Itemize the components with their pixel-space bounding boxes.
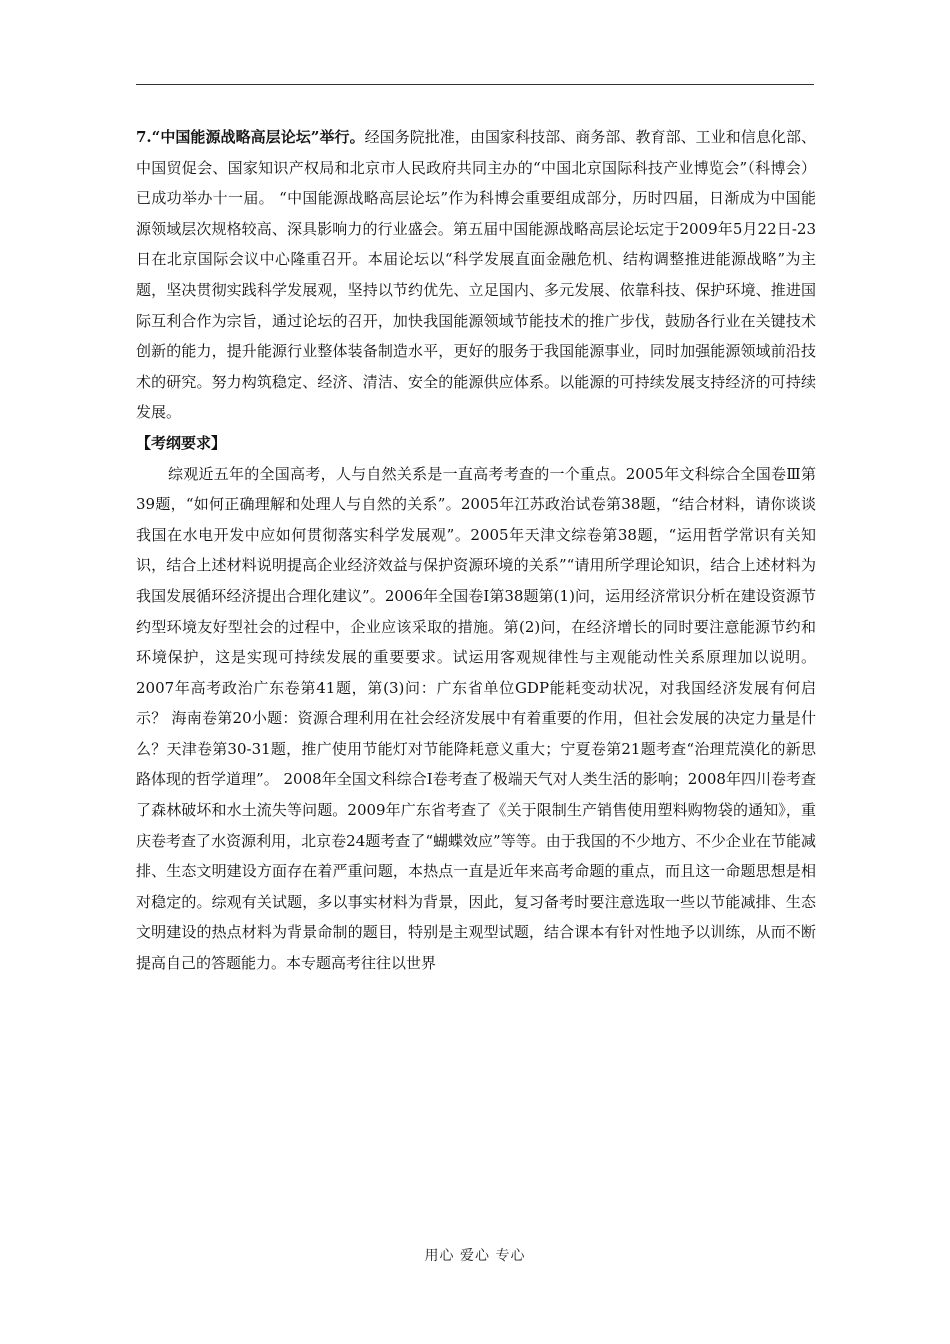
item-7-body: 经国务院批准，由国家科技部、商务部、教育部、工业和信息化部、中国贸促会、国家知识产权局和北京市人民政府共同主办的“中国北京国际科技产业博览会”（科博会）已成功举办十一届。 “中国能源战略高层论坛”作为科博会重要组成部分，历时四届，日渐成为中国能源领域层次规格较高、深具影响力的行业盛会。第五届中国能源战略高层论坛定于2009年5月22日-23日在北京国际会议中心隆重召开。本届论坛以“科学发展直面金融危机、结构调整推进能源战略”为主题，坚决贯彻实践科学发展观，坚持以节约优先、立足国内、多元发展、依靠科技、保护环境、推进国际互利合作为宗旨，通过论坛的召开，加快我国能源领域节能技术的推广步伐，鼓励各行业在关键技术创新的能力，提升能源行业整体装备制造水平，更好的服务于我国能源事业，同时加强能源领域前沿技术的研究。努力构筑稳定、经济、清洁、安全的能源供应体系。以能源的可持续发展支持经济的可持续发展。 bbox=[136, 128, 816, 422]
header-rule bbox=[136, 84, 814, 85]
item-7-paragraph bbox=[136, 122, 816, 428]
document-body bbox=[136, 122, 816, 979]
item-7-heading: 7.“中国能源战略高层论坛”举行。 bbox=[136, 128, 365, 146]
page-footer: 用心 爱心 专心 bbox=[424, 1248, 526, 1264]
syllabus-heading: 【考纲要求】 bbox=[136, 433, 227, 452]
syllabus-paragraph: 综观近五年的全国高考，人与自然关系是一直高考考查的一个重点。2005年文科综合全国卷Ⅲ第39题，“如何正确理解和处理人与自然的关系”。2005年江苏政治试卷第38题，“结合材料，请你谈谈我国在水电开发中应如何贯彻落实科学发展观”。2005年天津文综卷第38题，“运用哲学常识有关知识，结合上述材料说明提高企业经济效益与保护资源环境的关系”“请用所学理论知识，结合上述材料为我国发展循环经济提出合理化建议”。2006年全国卷Ⅰ第38题第(1)问，运用经济常识分析在建设资源节约型环境友好型社会的过程中，企业应该采取的措施。第(2)问，在经济增长的同时要注意能源节约和环境保护，这是实现可持续发展的重要要求。试运用客观规律性与主观能动性关系原理加以说明。2007年高考政治广东卷第41题，第(3)问：广东省单位GDP能耗变动状况，对我国经济发展有何启示？ 海南卷第20小题：资源合理利用在社会经济发展中有着重要的作用，但社会发展的决定力量是什么？天津卷第30-31题，推广使用节能灯对节能降耗意义重大；宁夏卷第21题考查“治理荒漠化的新思路体现的哲学道理”。 2008年全国文科综合Ⅰ卷考查了极端天气对人类生活的影响；2008年四川卷考查了森林破坏和水土流失等问题。2009年广东省考查了《关于限制生产销售使用塑料购物袋的通知》，重庆卷考查了水资源利用，北京卷24题考查了“蝴蝶效应”等等。由于我国的不少地方、不少企业在节能减排、生态文明建设方面存在着严重问题，本热点一直是近年来高考命题的重点，而且这一命题思想是相对稳定的。综观有关试题，多以事实材料为背景，因此，复习备考时要注意选取一些以节能减排、生态文明建设的热点材料为背景命制的题目，特别是主观型试题，结合课本有针对性地予以训练，从而不断提高自己的答题能力。本专题高考往往以世界 bbox=[136, 464, 816, 973]
